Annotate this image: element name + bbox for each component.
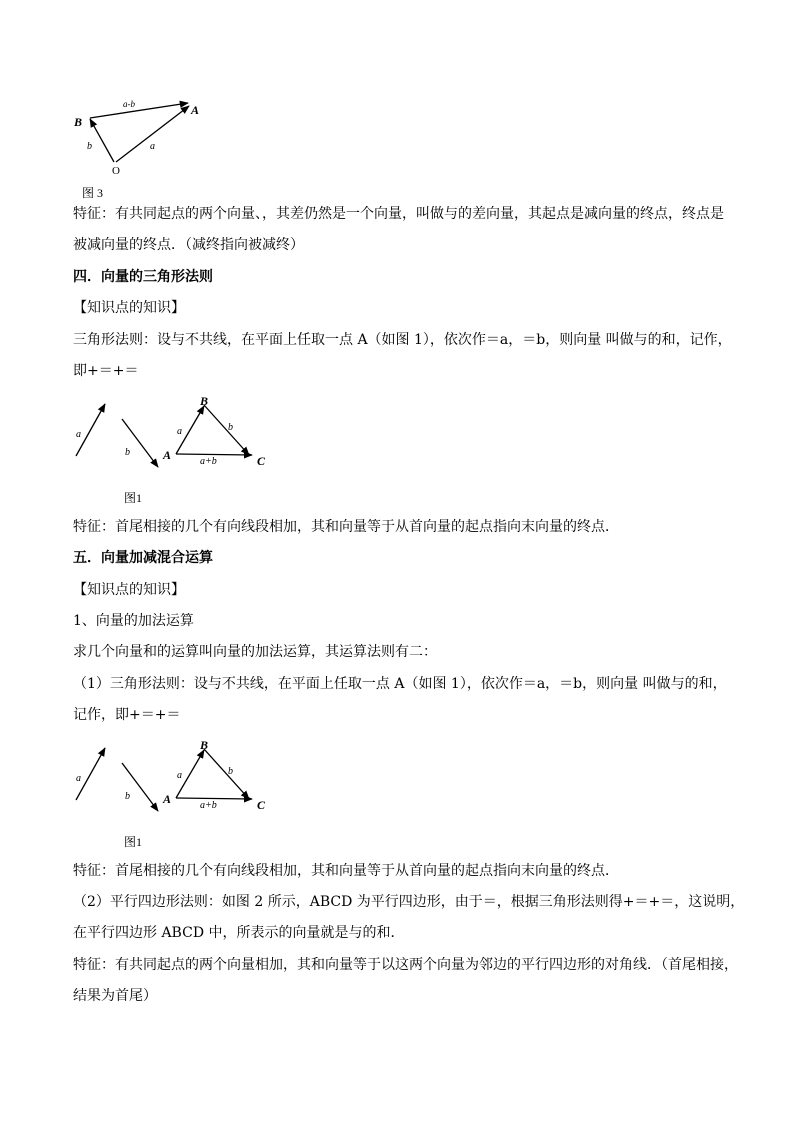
- figure-1-diagram-repeat: [70, 736, 280, 822]
- triangle-side-ac: [176, 454, 252, 455]
- triangle-side-ac: [176, 798, 252, 799]
- label-c-point: C: [257, 454, 266, 468]
- label-a-free: a: [76, 773, 81, 784]
- triangle-side-bc: [204, 405, 249, 455]
- vector-a: [116, 106, 189, 162]
- label-b-side: b: [228, 422, 233, 433]
- item-1-heading: 1、向量的加法运算: [73, 613, 194, 629]
- section-4-heading: 四．向量的三角形法则: [73, 269, 213, 285]
- label-a-free: a: [76, 429, 81, 440]
- label-a-side: a: [177, 426, 182, 437]
- label-c-point: C: [257, 798, 266, 812]
- label-a-plus-b: a+b: [200, 456, 217, 467]
- free-vector-b: [122, 419, 158, 467]
- free-vector-b: [122, 763, 158, 811]
- vector-b: [90, 119, 114, 162]
- label-a-point: A: [163, 792, 172, 806]
- label-b-vector: b: [87, 141, 92, 152]
- figure-1-diagram: [70, 392, 280, 478]
- label-a-minus-b: a-b: [123, 99, 135, 109]
- label-a-vector: a: [150, 141, 155, 152]
- rule-1-line-1: （1）三角形法则：设与不共线，在平面上任取一点 A（如图 1），依次作＝a，＝b，则向量 叫做与的和，: [73, 676, 727, 692]
- label-b-free: b: [125, 447, 130, 458]
- figure-3-diagram: [70, 92, 210, 182]
- addition-intro: 求几个向量和的运算叫向量的加法运算，其运算法则有二：: [73, 644, 437, 660]
- feature-parallelogram-line-2: 结果为首尾）: [73, 988, 157, 1004]
- vector-a-minus-b: [90, 103, 188, 118]
- feature-difference-line-2: 被减向量的终点．（减终指向被减终）: [73, 237, 304, 253]
- label-a-point: A: [163, 448, 172, 462]
- feature-parallelogram-line-1: 特征：有共同起点的两个向量相加，其和向量等于以这两个向量为邻边的平行四边形的对角线．（首尾相接，: [73, 957, 738, 973]
- label-a-plus-b: a+b: [200, 800, 217, 811]
- figure-3-caption: 图 3: [82, 186, 104, 200]
- knowledge-tag-1: 【知识点的知识】: [73, 300, 185, 316]
- figure-1-caption: 图1: [124, 491, 143, 505]
- label-b-point: B: [200, 394, 209, 408]
- feature-triangle-2: 特征：首尾相接的几个有向线段相加，其和向量等于从首向量的起点指向末向量的终点．: [73, 863, 619, 879]
- label-o-point: O: [112, 165, 120, 177]
- rule-2-line-1: （2）平行四边形法则：如图 2 所示，ABCD 为平行四边形，由于＝，根据三角形法则得+＝+＝，这说明，: [73, 894, 745, 910]
- knowledge-tag-2: 【知识点的知识】: [73, 582, 185, 598]
- label-a-side: a: [177, 770, 182, 781]
- label-b-point: B: [200, 738, 209, 752]
- section-5-heading: 五．向量加减混合运算: [73, 550, 213, 566]
- triangle-side-bc: [204, 749, 249, 799]
- label-b-side: b: [228, 766, 233, 777]
- triangle-rule-line-1: 三角形法则：设与不共线，在平面上任取一点 A（如图 1），依次作＝a，＝b，则向量 叫做与的和，记作，: [73, 332, 732, 348]
- feature-triangle-1: 特征：首尾相接的几个有向线段相加，其和向量等于从首向量的起点指向末向量的终点．: [73, 519, 619, 535]
- triangle-rule-line-2: 即+＝+＝: [73, 363, 139, 379]
- label-b-point: B: [74, 115, 83, 129]
- rule-2-line-2: 在平行四边形 ABCD 中，所表示的向量就是与的和．: [73, 925, 405, 941]
- feature-difference-line-1: 特征：有共同起点的两个向量、，其差仍然是一个向量，叫做与的差向量，其起点是减向量的终点，终点是: [73, 206, 724, 222]
- rule-1-line-2: 记作，即+＝+＝: [73, 707, 181, 723]
- figure-1-caption-repeat: 图1: [124, 835, 143, 849]
- label-a-point: A: [191, 103, 200, 117]
- label-b-free: b: [125, 791, 130, 802]
